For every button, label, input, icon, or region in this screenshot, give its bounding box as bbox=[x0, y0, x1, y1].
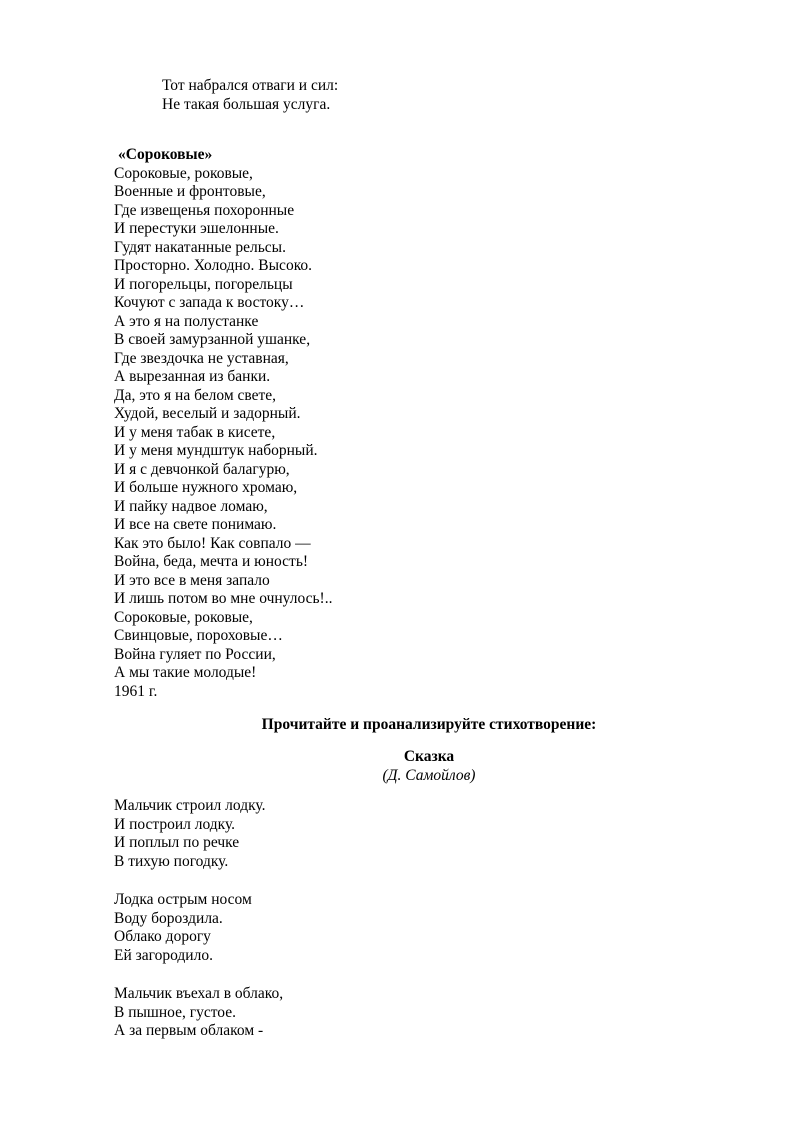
poem-line: Облако дорогу bbox=[114, 928, 211, 945]
poem-line: Да, это я на белом свете, bbox=[114, 386, 277, 404]
poem-line: И это все в меня запало bbox=[114, 571, 270, 589]
poem-title: «Сороковые» bbox=[118, 146, 213, 163]
poem-line: И все на свете понимаю. bbox=[114, 516, 277, 533]
skazka-stanza-1 bbox=[114, 797, 265, 871]
poem-line: Ей загородило. bbox=[114, 946, 213, 964]
poem-line: В тихую погодку. bbox=[114, 852, 229, 870]
poem-line: Военные и фронтовые, bbox=[114, 183, 266, 200]
skazka-stanza-2 bbox=[114, 891, 252, 965]
poem-line: А это я на полустанке bbox=[114, 312, 259, 330]
poem-line: В пышное, густое. bbox=[114, 1003, 236, 1021]
poem-line: А за первым облаком - bbox=[114, 1022, 264, 1039]
poem-line: И перестуки эшелонные. bbox=[114, 220, 279, 237]
poem-line: А вырезанная из банки. bbox=[114, 368, 271, 385]
poem-line: И у меня мундштук наборный. bbox=[114, 442, 318, 459]
poem-line: Сороковые, роковые, bbox=[114, 608, 253, 626]
poem-sorokovye bbox=[114, 146, 332, 701]
poem-line: Гудят накатанные рельсы. bbox=[114, 238, 286, 256]
poem-line: Кочуют с запада к востоку… bbox=[114, 294, 305, 311]
poem-line: Сороковые, роковые, bbox=[114, 164, 253, 182]
poem-line: Свинцовые, пороховые… bbox=[114, 627, 283, 644]
poem-line: Как это было! Как совпало — bbox=[114, 534, 311, 552]
skazka-title-block bbox=[0, 748, 800, 785]
poem-line: И поплыл по речке bbox=[114, 834, 240, 851]
poem-date: 1961 г. bbox=[114, 682, 158, 700]
poem-title: Сказка bbox=[403, 748, 455, 765]
poem-line: Мальчик въехал в облако, bbox=[114, 985, 284, 1002]
poem-line: Война, беда, мечта и юность! bbox=[114, 553, 309, 570]
poem-line: И построил лодку. bbox=[114, 815, 236, 833]
task-heading: Прочитайте и проанализируйте стихотворение: bbox=[261, 716, 597, 733]
poem-line: И я с девчонкой балагурю, bbox=[114, 460, 290, 478]
poem-line: Просторно. Холодно. Высоко. bbox=[114, 257, 313, 274]
previous-poem-ending bbox=[162, 77, 338, 114]
poem-line: Где извещенья похоронные bbox=[114, 201, 295, 219]
poem-line: Воду бороздила. bbox=[114, 909, 223, 927]
poem-line: В своей замурзанной ушанке, bbox=[114, 331, 311, 348]
task-heading-block bbox=[0, 716, 800, 735]
poem-line: Война гуляет по России, bbox=[114, 645, 276, 663]
poem-line: И погорельцы, погорельцы bbox=[114, 275, 293, 293]
poem-line: И пайку надвое ломаю, bbox=[114, 497, 268, 515]
poem-line: И у меня табак в кисете, bbox=[114, 423, 276, 441]
poem-line: Не такая большая услуга. bbox=[162, 95, 331, 113]
poem-line: Лодка острым носом bbox=[114, 891, 252, 908]
poem-line: Мальчик строил лодку. bbox=[114, 797, 266, 814]
poem-line: А мы такие молодые! bbox=[114, 664, 257, 681]
poem-line: И больше нужного хромаю, bbox=[114, 479, 298, 496]
poem-author: (Д. Самойлов) bbox=[382, 766, 476, 784]
poem-line: Тот набрался отваги и сил: bbox=[162, 77, 339, 94]
poem-line: И лишь потом во мне очнулось!.. bbox=[114, 590, 333, 607]
skazka-stanza-3 bbox=[114, 985, 283, 1041]
poem-line: Где звездочка не уставная, bbox=[114, 349, 289, 367]
poem-line: Худой, веселый и задорный. bbox=[114, 405, 301, 422]
